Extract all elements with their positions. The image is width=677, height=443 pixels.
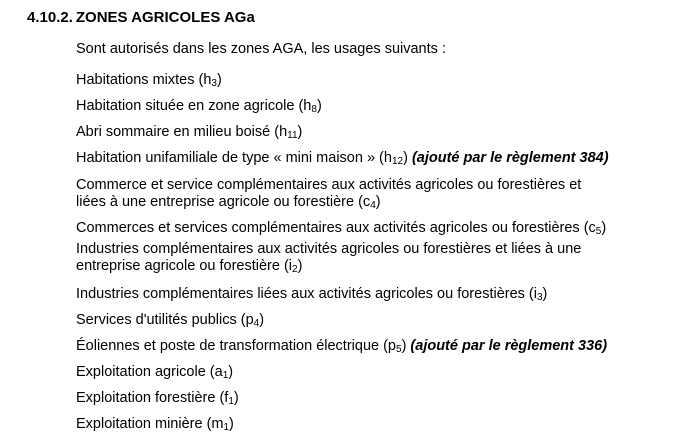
section-heading bbox=[27, 9, 255, 26]
usage-item: Exploitation agricole $(a_1)$ bbox=[76, 364, 234, 381]
usage-item: Industries complémentaires liées aux activités agricoles ou forestières $(i_3)$ bbox=[76, 286, 548, 303]
amendment-note: (ajouté par le règlement 336) bbox=[410, 338, 608, 354]
usage-item: Commerces et services complémentaires aux activités agricoles ou forestières $(c_5)$ bbox=[76, 220, 607, 237]
usage-item: Exploitation forestière $(f_1)$ bbox=[76, 390, 239, 407]
usage-item: Exploitation minière $(m_1)$ bbox=[76, 416, 234, 433]
usage-item: Commerce et service complémentaires aux activités agricoles ou forestières et liées à une entreprise agricole ou forestière $(c_4)$ bbox=[76, 177, 582, 211]
intro-paragraph: Sont autorisés dans les zones AGA, les usages suivants : bbox=[76, 41, 446, 57]
usage-item: Éoliennes et poste de transformation électrique $(p_5)$ (ajouté par le règlement 336) bbox=[76, 338, 608, 355]
usage-item: Habitation située en zone agricole $(h_8)$ bbox=[76, 98, 322, 115]
section-title: ZONES AGRICOLES AGa bbox=[75, 9, 255, 26]
usage-item: Industries complémentaires aux activités agricoles ou forestières et liées à une entreprise agricole ou forestière $(i_2)$ bbox=[76, 241, 582, 275]
usage-item: Services d'utilités publics $(p_4)$ bbox=[76, 312, 265, 329]
usage-item: Habitation unifamiliale de type « mini maison » $(h_{12})$ (ajouté par le règlement 384) bbox=[76, 150, 609, 167]
usage-item: Habitations mixtes $(h_3)$ bbox=[76, 72, 222, 89]
usage-item: Abri sommaire en milieu boisé $(h_{11})$ bbox=[76, 124, 303, 141]
amendment-note: (ajouté par le règlement 384) bbox=[411, 150, 609, 166]
section-number: 4.10.2. bbox=[27, 9, 73, 26]
